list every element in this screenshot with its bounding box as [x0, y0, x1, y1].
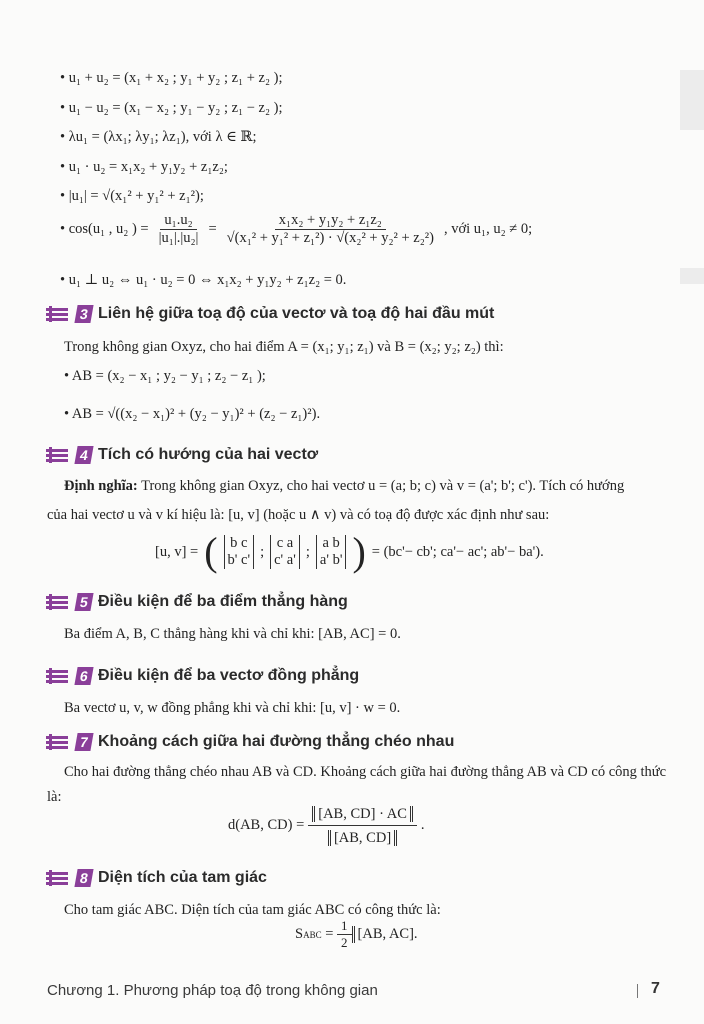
book-icon: [46, 447, 72, 463]
cos-condition: , với u₁, u₂ ≠ 0;: [443, 221, 533, 237]
area-formula: [295, 918, 421, 951]
distance-num: [AB, CD] · AC: [308, 804, 417, 826]
page-number: 7: [651, 980, 660, 997]
book-icon: [46, 668, 72, 684]
minor-1: [224, 535, 255, 569]
area-right: [AB, AC].: [352, 926, 421, 943]
book-icon: [46, 594, 72, 610]
formula-dot: • u₁ · u₂ = x₁x₂ + y₁y₂ + z₁z₂;: [60, 159, 228, 175]
s5-text: Ba điểm A, B, C thẳng hàng khi và chỉ khi: [AB, AC] = 0.: [64, 626, 401, 642]
cos-fraction-2: [223, 212, 438, 247]
section-title: Điều kiện để ba vectơ đồng phẳng: [98, 667, 360, 684]
formula-perp: • u₁ ⊥ u₂ ⇔ u₁ · u₂ = 0 ⇔ x₁x₂ + y₁y₂ + z₁z₂ = 0.: [60, 272, 347, 288]
definition-text: Trong không gian Oxyz, cho hai vectơ u = (a; b; c) và v = (a'; b'; c'). Tích có hướng: [137, 478, 625, 494]
area-half: $\frac{1}{2}$: [337, 918, 352, 951]
section-heading-7: [46, 730, 454, 754]
minor-3-bot: a' b': [319, 552, 343, 568]
distance-fraction: [308, 804, 417, 847]
page-separator: [637, 984, 638, 998]
page-edge-shade: [680, 70, 704, 130]
minor-2-bot: c' a': [274, 552, 296, 568]
formula-diff: • u₁ − u₂ = (x₁ − x₂ ; y₁ − y₂ ; z₁ − z₂ );: [60, 100, 283, 116]
section-heading-5: [46, 590, 348, 614]
section-heading-3: [46, 302, 494, 326]
s3-ab-length: • AB = √((x₂ − x₁)² + (y₂ − y₁)² + (z₂ − z₁)²).: [64, 406, 321, 422]
section-title: Diện tích của tam giác: [98, 869, 267, 886]
distance-left: d(AB, CD) =: [228, 817, 305, 833]
minor-2: [270, 535, 300, 569]
area-eq: =: [321, 926, 338, 942]
section-number: 8: [74, 869, 93, 887]
s7-text: Cho hai đường thẳng chéo nhau AB và CD. Khoảng cách giữa hai đường thẳng AB và CD có công thức là:: [47, 764, 667, 805]
definition-label: Định nghĩa:: [64, 478, 138, 494]
book-icon: [46, 734, 72, 750]
distance-end: .: [420, 817, 425, 833]
section-heading-6: [46, 664, 359, 688]
section-heading-8: [46, 866, 267, 890]
minor-1-bot: b' c': [227, 552, 251, 568]
section-number: 7: [74, 733, 93, 751]
section-number: 5: [74, 593, 93, 611]
minor-3: [316, 535, 347, 569]
minor-1-top: b c: [230, 535, 248, 551]
s8-text: Cho tam giác ABC. Diện tích của tam giác ABC có công thức là:: [64, 902, 441, 918]
minor-2-top: c a: [276, 535, 294, 551]
cos-frac1-den: |u₁|.|u₂|: [158, 230, 199, 246]
area-s: S: [295, 926, 304, 942]
minor-3-top: a b: [322, 535, 340, 551]
s3-ab-vector: • AB = (x₂ − x₁ ; y₂ − y₁ ; z₂ − z₁ );: [64, 368, 266, 384]
page-edge-shade: [680, 268, 704, 284]
book-icon: [46, 870, 72, 886]
cos-frac2-num: x₁x₂ + y₁y₂ + z₁z₂: [275, 212, 386, 230]
section-heading-4: [46, 443, 318, 467]
section-title: Liên hệ giữa toạ độ của vectơ và toạ độ hai đầu mút: [98, 305, 495, 322]
formula-cos: [60, 212, 532, 247]
formula-norm: • |u₁| = √(x₁² + y₁² + z₁²);: [60, 188, 204, 204]
distance-den: [AB, CD]: [324, 826, 401, 847]
cross-right: = (bc'− cb'; ca'− ac'; ab'− ba').: [371, 543, 544, 560]
section-title: Điều kiện để ba điểm thẳng hàng: [98, 593, 348, 610]
cos-frac2-den: √(x₁² + y₁² + z₁²) · √(x₂² + y₂² + z₂²): [226, 230, 434, 246]
section-title: Tích có hướng của hai vectơ: [98, 446, 319, 463]
s4-definition: [64, 476, 624, 496]
cos-fraction-1: [155, 212, 203, 247]
book-icon: [46, 306, 72, 322]
cos-left: • cos(u₁ , u₂ ) =: [60, 221, 149, 237]
cos-equals: =: [208, 221, 217, 237]
formula-sum: • u₁ + u₂ = (x₁ + x₂ ; y₁ + y₂ ; z₁ + z₂ );: [60, 70, 283, 86]
s3-intro: Trong không gian Oxyz, cho hai điểm A = (x₁; y₁; z₁) và B = (x₂; y₂; z₂) thì:: [64, 339, 504, 355]
chapter-footer: Chương 1. Phương pháp toạ độ trong không gian: [47, 982, 378, 999]
section-number: 6: [74, 667, 93, 685]
area-sub: ABC: [303, 929, 322, 940]
section-number: 4: [74, 446, 93, 464]
section-title: Khoảng cách giữa hai đường thẳng chéo nhau: [98, 733, 455, 750]
formula-scalar: • λu₁ = (λx₁; λy₁; λz₁), với λ ∈ ℝ;: [60, 129, 257, 145]
distance-formula: [228, 804, 425, 847]
cross-left: [u, v] =: [155, 543, 199, 560]
cross-product-formula: [u, v] = ( b c b' c' ; c a c' a' ; a b a' b' ) = (bc'− cb'; ca'− ac'; ab'− ba').: [155, 529, 544, 574]
section-number: 3: [74, 305, 93, 323]
s4-definition-cont: của hai vectơ u và v kí hiệu là: [u, v] (hoặc u ∧ v) và có toạ độ được xác định như sau:: [47, 507, 550, 523]
s6-text: Ba vectơ u, v, w đồng phẳng khi và chỉ khi: [u, v] · w = 0.: [64, 700, 401, 716]
cos-frac1-num: u₁.u₂: [160, 212, 196, 230]
